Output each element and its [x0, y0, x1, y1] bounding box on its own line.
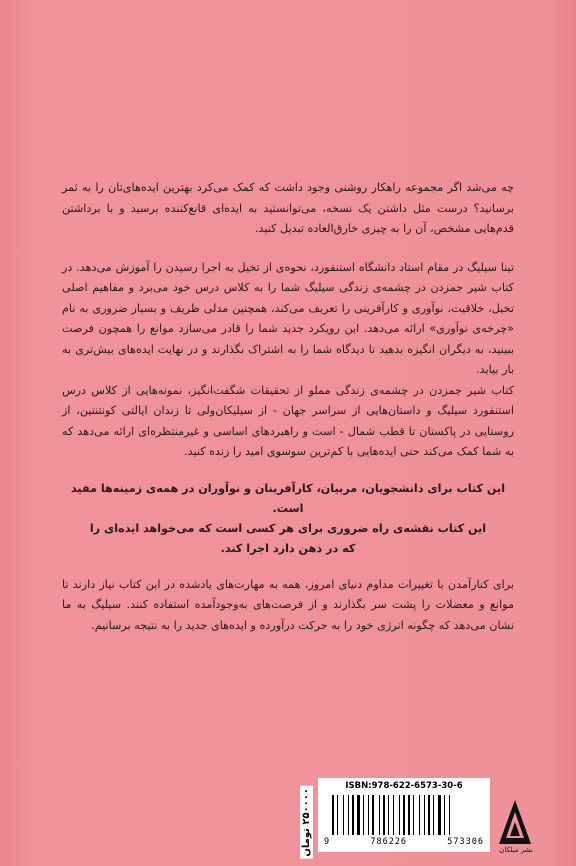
barcode-bar — [408, 795, 410, 835]
barcode-bar — [444, 795, 445, 835]
barcode-bar — [383, 795, 385, 835]
barcode-bar — [411, 795, 412, 835]
barcode-bar — [337, 795, 338, 835]
barcode-bar — [446, 795, 448, 835]
barcode-bar — [401, 795, 402, 835]
barcode-bar — [368, 795, 369, 835]
barcode-bar — [372, 795, 374, 835]
barcode-bar — [388, 795, 389, 835]
barcode-bar — [370, 795, 371, 835]
barcode-bar — [419, 795, 420, 835]
barcode-bar — [431, 795, 432, 835]
barcode-bar — [438, 795, 441, 835]
barcode-bar — [395, 795, 398, 835]
paragraph-closing: برای کنارآمدن با تغییرات مداوم دنیای امروز، همه به مهارت‌های یادشده در این کتاب نیاز دارند تا موانع و معضلات را پشت سر بگذارند و از فرصت‌های به‌وجودآمده استفاده کنند. سیلیگ به ما نشان می‌دهد که چگونه انرژی خود را به حرکت درآورده و ایده‌های جدید را به نتیجه برسانیم. — [62, 577, 514, 632]
barcode-bar — [403, 795, 405, 835]
barcode-bar — [352, 795, 354, 835]
barcode-bar — [339, 795, 342, 835]
barcode-bar — [375, 795, 378, 835]
barcode-bar — [350, 795, 351, 835]
publisher-logo-icon — [497, 798, 533, 848]
barcode-bar — [345, 795, 347, 835]
barcode-bar — [379, 795, 380, 835]
barcode-bar — [413, 795, 414, 835]
barcode-bar — [361, 795, 362, 835]
barcode-bar — [433, 795, 434, 835]
price-label: ۲۵۰۰۰۰ تومان — [301, 788, 312, 857]
paragraph-author: تینا سیلیگ در مقام استاد دانشگاه استنفورد، نحوه‌ی از تخیل به اجرا رسیدن را آموزش می‌دهد. در کتاب شیر جمزدن در چشمه‌ی زندگی سیلیگ شما را به کلاس درس خود می‌برد و مفاهیم اصلی تخیل، خلاقیت، نوآوری و کارآفرینی را تعریف می‌کند، همچنین مدلی ظریف و بسیار ضروری به نام «چرخه‌ی نوآوری» ارائه می‌دهد. این رویکرد جدید شما را قادر می‌سازد موانع را همچون فرصت ببینید، به دیگران انگیزه بدهید تا دیدگاه شما را به اشتراک بگذارند و در نهایت ایده‌های بیش‌تری به بار بیاید. — [62, 260, 514, 376]
barcode-bar — [365, 795, 367, 835]
barcode-bar — [332, 795, 334, 835]
barcode-bar — [435, 795, 437, 835]
barcode-digits — [324, 837, 484, 847]
highlight-block — [62, 479, 514, 559]
barcode-bar — [421, 795, 423, 835]
highlight-line-2: این کتاب نقشه‌ی راه ضروری برای هر کسی است که می‌خواهد ایده‌ای را — [89, 521, 487, 535]
barcode-group-1: 786226 — [370, 837, 408, 847]
barcode-bar — [357, 795, 360, 835]
isbn-text: ISBN:978-622-6573-30-6 — [345, 781, 463, 791]
publisher-name: نشر میلکان — [499, 846, 533, 854]
paragraph-intro: چه می‌شد اگر مجموعه راهکار روشنی وجود داشت که کمک می‌کرد بهترین ایده‌های‌تان را به ثمر برسانید؟ درست مثل داشتن یک نسخه، می‌توانستید به ایده‌ای قانع‌کننده برسید و با برداشتن قدم‌هایی مشخص، آن را به چیزی خارق‌العاده تبدیل کنید. — [62, 181, 514, 235]
barcode-bar — [399, 795, 400, 835]
barcode — [318, 778, 490, 852]
barcode-bar — [343, 795, 344, 835]
barcode-bar — [449, 795, 450, 835]
barcode-bar — [335, 795, 336, 835]
barcode-bar — [381, 795, 382, 835]
barcode-bar — [451, 795, 452, 835]
barcode-bar — [415, 795, 418, 835]
barcode-bar — [348, 795, 349, 835]
barcode-bar — [393, 795, 394, 835]
blurb-text — [62, 178, 514, 636]
barcode-bar — [424, 795, 425, 835]
barcode-lead-digit: 9 — [324, 837, 331, 847]
barcode-bar — [442, 795, 443, 835]
barcode-bar — [426, 795, 427, 835]
barcode-bar — [406, 795, 407, 835]
barcode-bar — [386, 795, 387, 835]
barcode-bars — [332, 795, 480, 835]
highlight-line-1: این کتاب برای دانشجویان، مربیان، کارآفرینان و نوآوران در همه‌ی زمینه‌ها مفید است. — [70, 481, 506, 515]
barcode-group-2: 573306 — [447, 837, 484, 847]
paragraph-content: کتاب شیر جمزدن در چشمه‌ی زندگی مملو از تحقیقات شگفت‌انگیز، نمونه‌هایی از کلاس درس استنفورد سیلیگ و داستان‌هایی از سراسر جهان - از سیلیکان‌ولی تا زندان ایالتی کونتنتین، از روستایی در پاکستان تا قطب شمال - است و راهبردهای اساسی و غیرمنتظره‌ای ارائه می‌دهد که به شما کمک می‌کند حتی ایده‌هایی با کم‌ترین سوسوی امید را زنده کنید. — [62, 383, 514, 458]
barcode-bar — [355, 795, 356, 835]
highlight-line-3: که در ذهن دارد اجرا کند. — [220, 541, 356, 555]
barcode-bar — [390, 795, 392, 835]
barcode-bar — [428, 795, 430, 835]
barcode-bar — [363, 795, 364, 835]
